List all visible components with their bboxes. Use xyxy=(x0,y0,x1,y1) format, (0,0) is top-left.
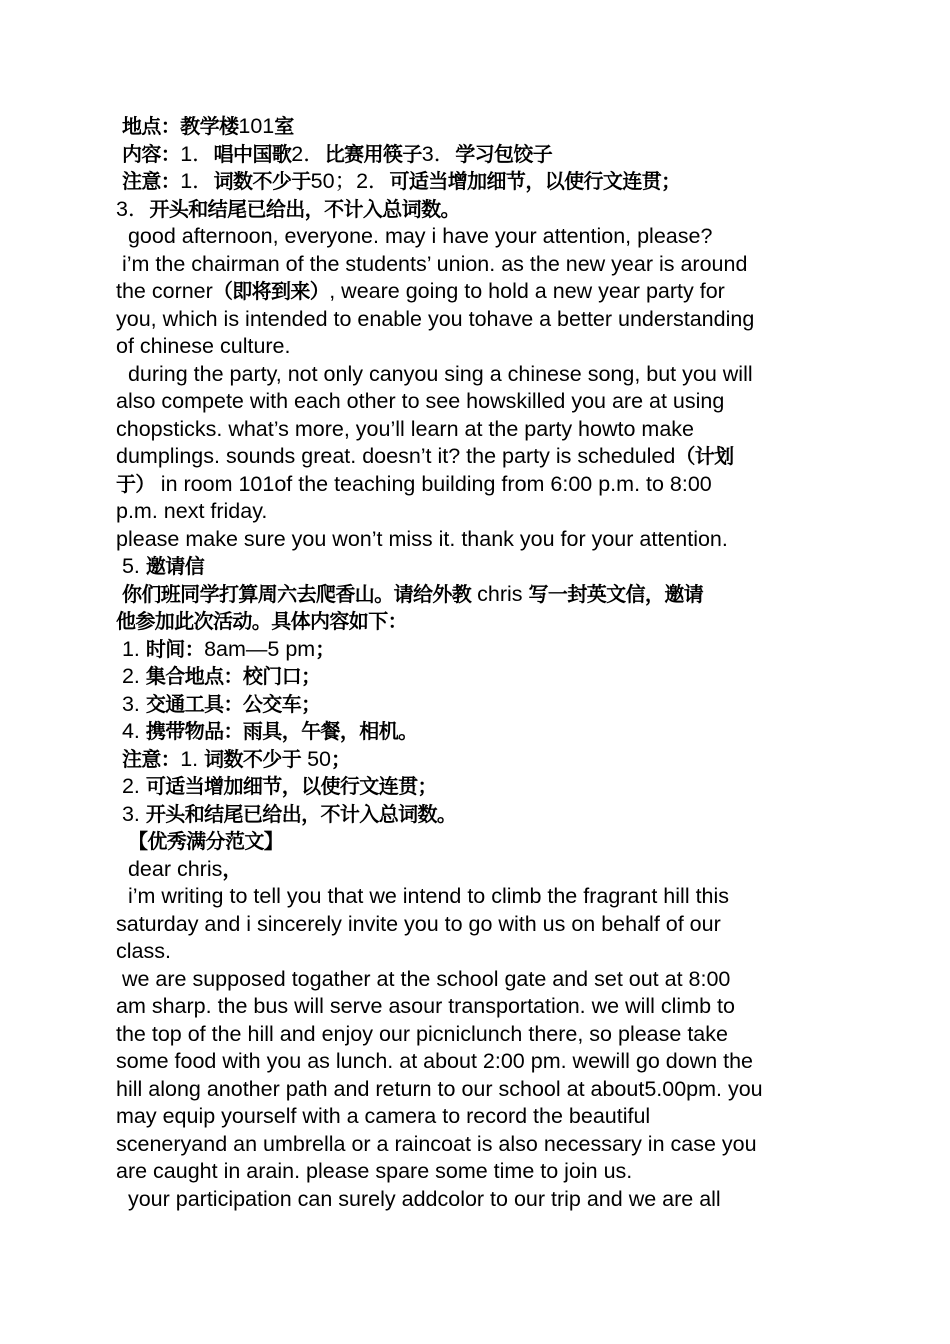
text-line xyxy=(116,911,842,939)
chinese-text: 于） xyxy=(116,471,155,496)
english-text: 3． xyxy=(116,196,150,221)
chinese-text: 邀请信 xyxy=(145,554,205,578)
text-line xyxy=(116,1131,842,1159)
english-text: 50 xyxy=(301,746,331,771)
text-line xyxy=(116,1048,842,1076)
text-line xyxy=(116,388,842,416)
english-text: good afternoon, everyone. may i have your attention, please? xyxy=(116,224,713,248)
text-line xyxy=(116,168,842,196)
english-text: during the party, not only canyou sing a chinese song, but you will xyxy=(116,361,753,386)
english-text: some food with you as lunch. at about 2:00 pm. wewill go down the xyxy=(116,1049,754,1073)
english-text xyxy=(116,829,128,853)
text-line xyxy=(116,278,842,306)
text-line xyxy=(116,663,842,691)
chinese-text: 词数不少于 xyxy=(204,746,302,771)
english-text: in room 101of the teaching building from 6:00 p.m. to 8:00 xyxy=(154,471,712,496)
text-line xyxy=(116,471,842,499)
text-line xyxy=(116,526,842,554)
english-text: , weare going to hold a new year party for xyxy=(329,279,725,303)
text-line xyxy=(116,581,842,609)
chinese-text: （即将到来） xyxy=(212,279,330,303)
english-text: saturday and i sincerely invite you to go with us on behalf of our xyxy=(116,911,721,936)
text-line xyxy=(116,718,842,746)
chinese-text: ； xyxy=(315,636,335,661)
chinese-text: ， xyxy=(222,856,242,881)
text-line xyxy=(116,883,842,911)
english-text: sceneryand an umbrella or a raincoat is also necessary in case you xyxy=(116,1131,757,1156)
chinese-text: 词数不少于 xyxy=(213,169,311,193)
text-line xyxy=(116,856,842,884)
english-text: your participation can surely addcolor to our trip and we are all xyxy=(116,1186,721,1211)
english-text: 101 xyxy=(238,114,275,138)
chinese-text: 携带物品：雨具，午餐，相机。 xyxy=(145,719,418,743)
text-line xyxy=(116,498,842,526)
english-text: 2. xyxy=(116,664,146,688)
english-text: we are supposed togather at the school gate and set out at 8:00 xyxy=(116,966,731,991)
text-line xyxy=(116,196,842,224)
english-text: 3. xyxy=(116,691,146,716)
chinese-text: 交通工具：公交车； xyxy=(145,691,321,716)
text-line xyxy=(116,333,842,361)
chinese-text: 可适当增加细节，以使行文连贯； xyxy=(145,774,437,798)
chinese-text: 【优秀满分范文】 xyxy=(127,829,284,853)
chinese-text: 比赛用筷子 xyxy=(324,141,422,166)
chinese-text: 内容： xyxy=(121,141,181,166)
text-line xyxy=(116,938,842,966)
english-text: chopsticks. what’s more, you’ll learn at the party howto make xyxy=(116,416,694,441)
english-text: 3． xyxy=(421,141,456,166)
text-line xyxy=(116,443,842,471)
text-line xyxy=(116,113,842,141)
english-text: 4. xyxy=(116,719,146,743)
english-text: 1． xyxy=(180,141,214,166)
english-text: dear chris xyxy=(116,856,223,881)
english-text: 1. xyxy=(180,746,205,771)
english-text: 2. xyxy=(116,774,146,798)
english-text: am sharp. the bus will serve asour transportation. we will climb to xyxy=(116,994,735,1018)
english-text: also compete with each other to see howskilled you are at using xyxy=(116,389,725,413)
chinese-text: （计划 xyxy=(675,444,734,468)
text-line xyxy=(116,1186,842,1214)
text-line xyxy=(116,223,842,251)
text-line xyxy=(116,828,842,856)
english-text: 3. xyxy=(116,801,146,826)
english-text: may equip yourself with a camera to record the beautiful xyxy=(116,1104,651,1128)
chinese-text: 可适当增加细节，以使行文连贯； xyxy=(389,169,681,193)
english-text: dumplings. sounds great. doesn’t it? the party is scheduled xyxy=(116,444,676,468)
english-text: p.m. next friday. xyxy=(116,499,268,523)
text-line xyxy=(116,691,842,719)
english-text: i’m writing to tell you that we intend to climb the fragrant hill this xyxy=(116,884,730,908)
text-line xyxy=(116,801,842,829)
text-line xyxy=(116,966,842,994)
text-line xyxy=(116,773,842,801)
english-text: of chinese culture. xyxy=(116,334,291,358)
english-text: i’m the chairman of the students’ union. as the new year is around xyxy=(116,251,748,276)
english-text: are caught in arain. please spare some time to join us. xyxy=(116,1159,633,1183)
chinese-text: 唱中国歌 xyxy=(213,141,292,166)
text-line xyxy=(116,993,842,1021)
text-line xyxy=(116,1076,842,1104)
english-text: 2． xyxy=(291,141,325,166)
text-line xyxy=(116,1021,842,1049)
english-text: chris xyxy=(471,581,529,606)
chinese-text: 开头和结尾已给出，不计入总词数。 xyxy=(145,801,457,826)
english-text: the top of the hill and enjoy our picniclunch there, so please take xyxy=(116,1021,728,1046)
english-text: 5. xyxy=(116,554,146,578)
text-line xyxy=(116,361,842,389)
text-line xyxy=(116,141,842,169)
chinese-text: 注意： xyxy=(121,169,181,193)
text-line xyxy=(116,251,842,279)
english-text: please make sure you won’t miss it. thank you for your attention. xyxy=(116,526,728,551)
chinese-text: 集合地点：校门口； xyxy=(145,664,321,688)
chinese-text: ； xyxy=(330,746,351,771)
chinese-text: 室 xyxy=(274,114,294,138)
chinese-text: 时间： xyxy=(145,636,205,661)
chinese-text: 学习包饺子 xyxy=(455,141,553,166)
text-line xyxy=(116,416,842,444)
chinese-text: 写一封英文信，邀请 xyxy=(528,581,704,606)
text-line xyxy=(116,608,842,636)
text-line xyxy=(116,1103,842,1131)
english-text: 1. xyxy=(116,636,146,661)
text-line xyxy=(116,1158,842,1186)
chinese-text: 地点：教学楼 xyxy=(121,114,239,138)
text-line xyxy=(116,553,842,581)
english-text: 50；2． xyxy=(310,169,390,193)
text-line xyxy=(116,746,842,774)
english-text: class. xyxy=(116,939,171,963)
english-text: you, which is intended to enable you tohave a better understanding xyxy=(116,306,755,331)
chinese-text: 他参加此次活动。具体内容如下： xyxy=(116,609,407,633)
english-text: 1． xyxy=(180,169,214,193)
chinese-text: 开头和结尾已给出，不计入总词数。 xyxy=(149,196,460,221)
english-text: hill along another path and return to our school at about5.00pm. you xyxy=(116,1076,763,1101)
chinese-text: 注意： xyxy=(121,746,181,771)
text-line xyxy=(116,636,842,664)
chinese-text: 你们班同学打算周六去爬香山。请给外教 xyxy=(121,581,472,606)
english-text: 8am—5 pm xyxy=(204,636,316,661)
document-page xyxy=(116,113,842,1213)
english-text: the corner xyxy=(116,279,213,303)
text-line xyxy=(116,306,842,334)
